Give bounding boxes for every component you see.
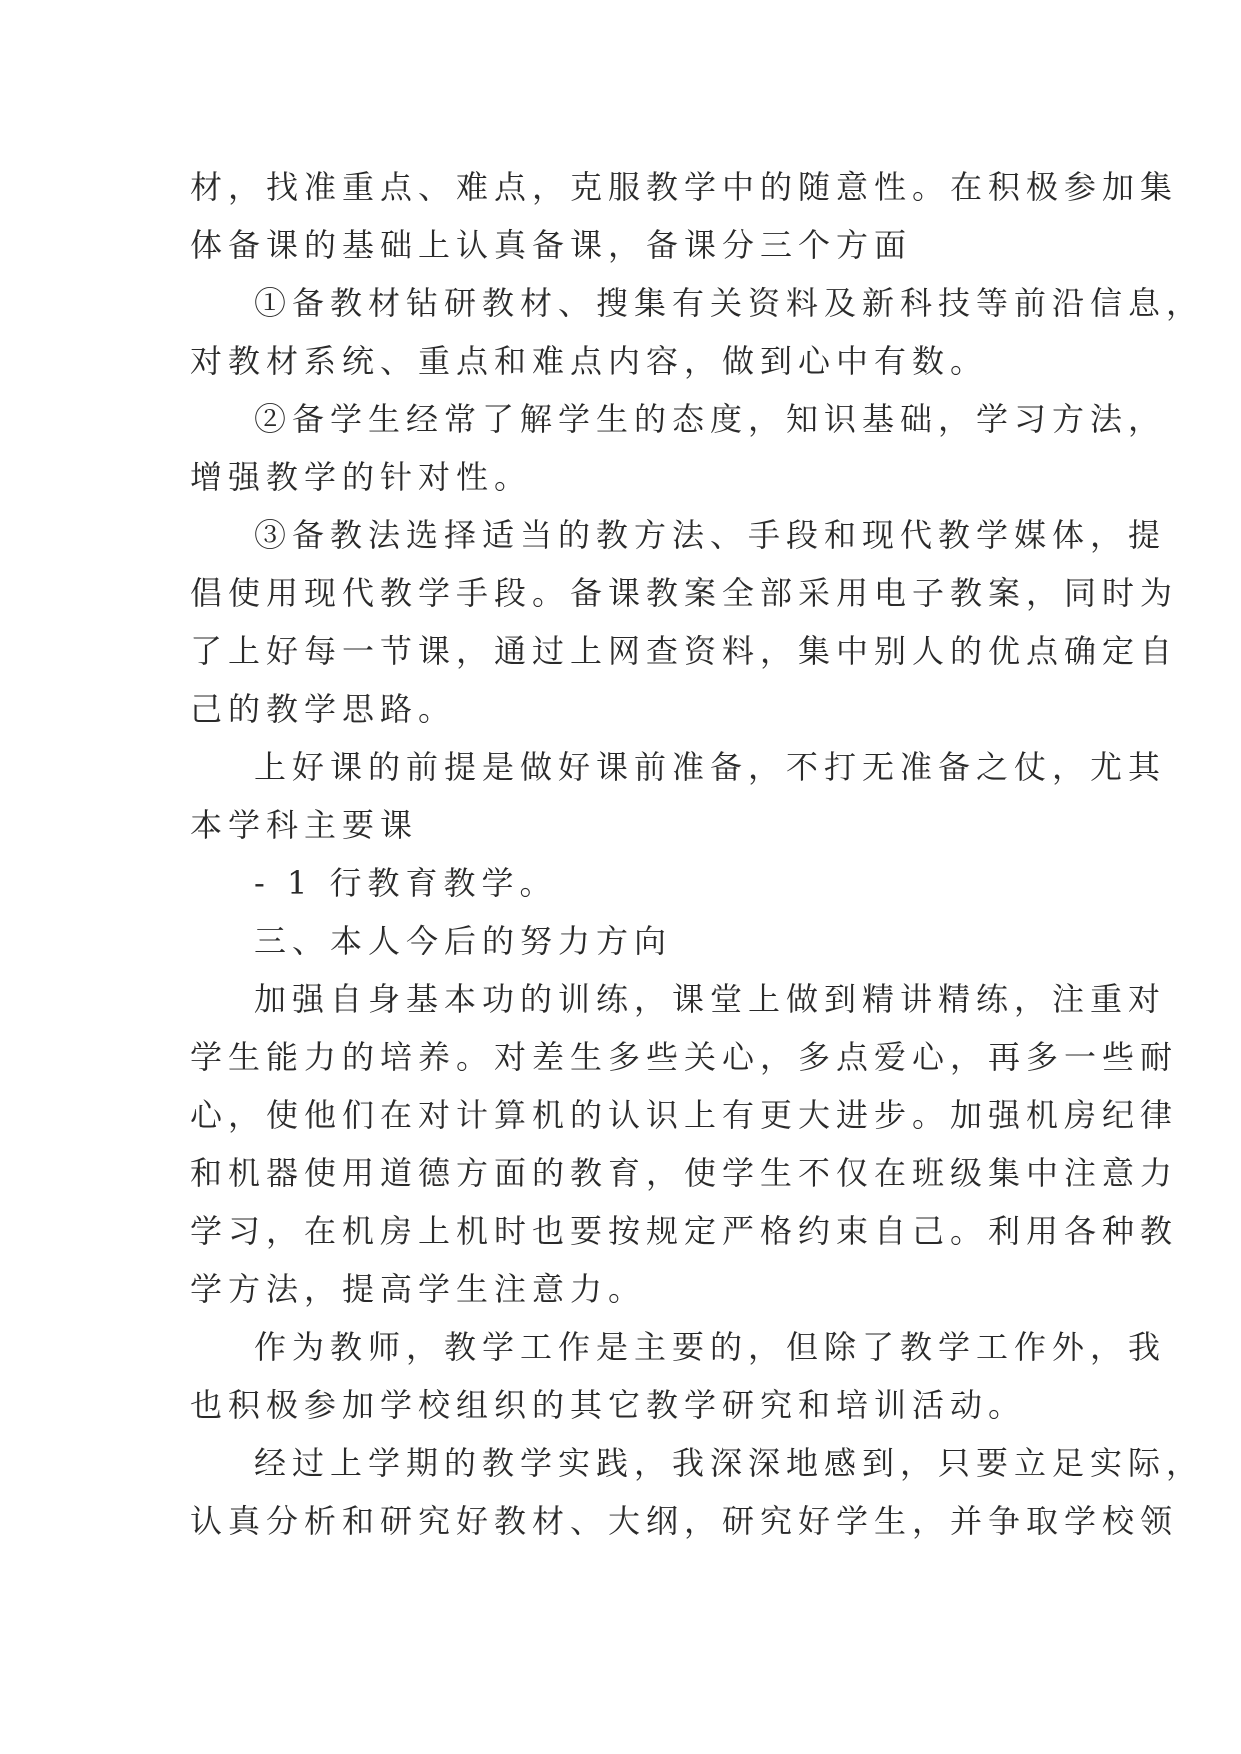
- text-line: ①备教材钻研教材、搜集有关资料及新科技等前沿信息，: [254, 284, 1205, 322]
- text-line: 和机器使用道德方面的教育，使学生不仅在班级集中注意力: [190, 1154, 1179, 1192]
- text-line: 经过上学期的教学实践，我深深地感到，只要立足实际，: [254, 1444, 1205, 1482]
- text-line: 上好课的前提是做好课前准备，不打无准备之仗，尤其: [254, 748, 1167, 786]
- text-line: 学习，在机房上机时也要按规定严格约束自己。利用各种教: [190, 1212, 1179, 1250]
- text-line: ②备学生经常了解学生的态度，知识基础，学习方法，: [254, 400, 1167, 438]
- text-line: 对教材系统、重点和难点内容，做到心中有数。: [190, 342, 989, 380]
- text-line: 学方法，提高学生注意力。: [190, 1270, 647, 1308]
- text-line: 增强教学的针对性。: [190, 458, 533, 496]
- text-line: 也积极参加学校组织的其它教学研究和培训活动。: [190, 1386, 1027, 1424]
- section-heading: 三、本人今后的努力方向: [254, 922, 673, 960]
- text-line: 倡使用现代教学手段。备课教案全部采用电子教案，同时为: [190, 574, 1179, 612]
- text-line: 学生能力的培养。对差生多些关心，多点爱心，再多一些耐: [190, 1038, 1179, 1076]
- text-line: 了上好每一节课，通过上网查资料，集中别人的优点确定自: [190, 632, 1179, 670]
- text-line: 认真分析和研究好教材、大纲，研究好学生，并争取学校领: [190, 1502, 1179, 1540]
- text-line: 本学科主要课: [190, 806, 419, 844]
- text-line: 己的教学思路。: [190, 690, 457, 728]
- document-body: [190, 158, 1205, 1550]
- text-line: 作为教师，教学工作是主要的，但除了教学工作外，我: [254, 1328, 1167, 1366]
- text-line: ③备教法选择适当的教方法、手段和现代教学媒体，提: [254, 516, 1167, 554]
- text-line: 加强自身基本功的训练，课堂上做到精讲精练，注重对: [254, 980, 1167, 1018]
- text-line: 心，使他们在对计算机的认识上有更大进步。加强机房纪律: [190, 1096, 1179, 1134]
- text-line: 体备课的基础上认真备课，备课分三个方面: [190, 226, 913, 264]
- page-number-line: - 1 行教育教学。: [254, 864, 558, 902]
- text-line: 材，找准重点、难点，克服教学中的随意性。在积极参加集: [190, 168, 1179, 206]
